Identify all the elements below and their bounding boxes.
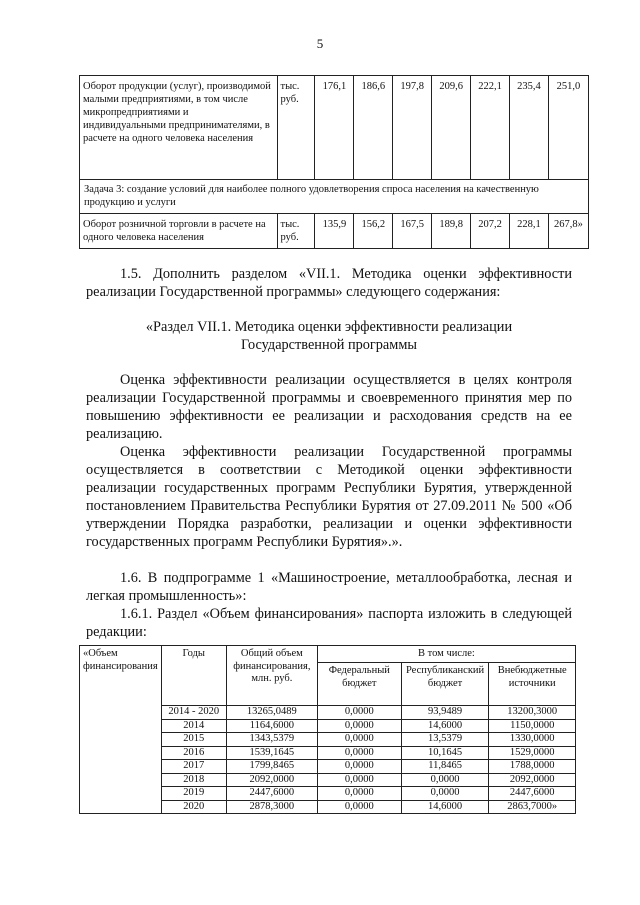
col-federal: Федеральный бюджет <box>317 663 401 706</box>
cell-year: 2018 <box>161 773 226 787</box>
indicator-value: 267,8» <box>548 214 588 249</box>
paragraph-1-5: 1.5. Дополнить разделом «VII.1. Методика оценки эффективности реализации Государственной программы» следующего содержания: <box>86 266 572 300</box>
table-row <box>80 214 589 249</box>
cell-federal: 0,0000 <box>317 733 401 747</box>
indicator-value: 222,1 <box>471 76 510 180</box>
cell-extra: 13200,3000 <box>489 706 576 720</box>
indicator-value: 251,0 <box>548 76 588 180</box>
financing-label: «Объем финансирования <box>80 646 162 814</box>
indicator-name: Оборот розничной торговли в расчете на одного человека населения <box>80 214 278 249</box>
paragraph-methodology: Оценка эффективности реализации Государственной программы осуществляется в соответствии с Методикой оценки эффективности реализации государственных программ Республики Бурятия, утвержденной постановлением Правительства Республики Бурятия от 27.09.2011 № 500 «Об утверждении Порядка разработки, реализации и оценки эффективности государственных программ Республики Бурятия».». <box>86 444 572 550</box>
task-row: Задача 3: создание условий для наиболее полного удовлетворения спроса населения на качественную продукцию и услуги <box>80 180 589 214</box>
indicator-value: 197,8 <box>393 76 432 180</box>
paragraph-1-6: 1.6. В подпрограмме 1 «Машиностроение, металлообработка, лесная и легкая промышленность»: <box>86 570 572 604</box>
table-header-row <box>80 646 576 663</box>
indicator-unit: тыс. руб. <box>277 76 315 180</box>
cell-total: 2092,0000 <box>226 773 317 787</box>
col-years: Годы <box>161 646 226 706</box>
cell-total: 2878,3000 <box>226 800 317 814</box>
cell-year: 2017 <box>161 760 226 774</box>
col-total: Общий объем финансирования, млн. руб. <box>226 646 317 706</box>
cell-federal: 0,0000 <box>317 746 401 760</box>
paragraph-evaluation: Оценка эффективности реализации осуществляется в целях контроля реализации Государственной программы и своевременного принятия мер по повышению эффективности ее реализации и расходования средств на ее реализацию. <box>86 372 572 442</box>
financing-table <box>79 645 576 814</box>
section-heading-line2: Государственной программы <box>241 337 417 353</box>
indicator-value: 235,4 <box>510 76 549 180</box>
cell-republic: 14,6000 <box>401 800 489 814</box>
cell-extra: 2863,7000» <box>489 800 576 814</box>
indicator-value: 207,2 <box>471 214 510 249</box>
table-row <box>80 180 589 214</box>
col-extra: Внебюджетные источники <box>489 663 576 706</box>
cell-year: 2015 <box>161 733 226 747</box>
cell-federal: 0,0000 <box>317 800 401 814</box>
cell-republic: 93,9489 <box>401 706 489 720</box>
indicator-value: 167,5 <box>393 214 432 249</box>
cell-total: 2447,6000 <box>226 787 317 801</box>
cell-republic: 0,0000 <box>401 773 489 787</box>
cell-extra: 1788,0000 <box>489 760 576 774</box>
indicator-value: 135,9 <box>315 214 354 249</box>
indicator-unit: тыс. руб. <box>277 214 315 249</box>
col-republic: Республиканский бюджет <box>401 663 489 706</box>
indicator-value: 156,2 <box>354 214 393 249</box>
cell-extra: 1529,0000 <box>489 746 576 760</box>
cell-federal: 0,0000 <box>317 706 401 720</box>
cell-extra: 1150,0000 <box>489 719 576 733</box>
page-number: 5 <box>316 36 324 51</box>
cell-federal: 0,0000 <box>317 773 401 787</box>
indicator-value: 209,6 <box>432 76 471 180</box>
indicator-value: 186,6 <box>354 76 393 180</box>
cell-extra: 2092,0000 <box>489 773 576 787</box>
paragraph-1-6-1: 1.6.1. Раздел «Объем финансирования» паспорта изложить в следующей редакции: <box>86 606 572 640</box>
cell-year: 2020 <box>161 800 226 814</box>
indicator-value: 189,8 <box>432 214 471 249</box>
cell-total: 1799,8465 <box>226 760 317 774</box>
cell-year: 2016 <box>161 746 226 760</box>
cell-republic: 10,1645 <box>401 746 489 760</box>
cell-total: 13265,0489 <box>226 706 317 720</box>
cell-year: 2019 <box>161 787 226 801</box>
cell-extra: 1330,0000 <box>489 733 576 747</box>
indicator-name: Оборот продукции (услуг), производимой малыми предприятиями, в том числе микропредприятиями и индивидуальными предпринимателями, в расчете на одного человека населения <box>80 76 278 180</box>
cell-republic: 0,0000 <box>401 787 489 801</box>
cell-total: 1343,5379 <box>226 733 317 747</box>
col-including: В том числе: <box>317 646 575 663</box>
indicators-table <box>79 75 589 249</box>
cell-year: 2014 - 2020 <box>161 706 226 720</box>
cell-republic: 14,6000 <box>401 719 489 733</box>
table-row <box>80 76 589 180</box>
section-heading <box>86 318 572 354</box>
section-heading-line1: «Раздел VII.1. Методика оценки эффективности реализации <box>145 319 513 335</box>
cell-republic: 13,5379 <box>401 733 489 747</box>
cell-extra: 2447,6000 <box>489 787 576 801</box>
cell-total: 1539,1645 <box>226 746 317 760</box>
cell-federal: 0,0000 <box>317 787 401 801</box>
cell-federal: 0,0000 <box>317 760 401 774</box>
cell-total: 1164,6000 <box>226 719 317 733</box>
indicator-value: 228,1 <box>510 214 549 249</box>
indicator-value: 176,1 <box>315 76 354 180</box>
cell-federal: 0,0000 <box>317 719 401 733</box>
cell-year: 2014 <box>161 719 226 733</box>
cell-republic: 11,8465 <box>401 760 489 774</box>
